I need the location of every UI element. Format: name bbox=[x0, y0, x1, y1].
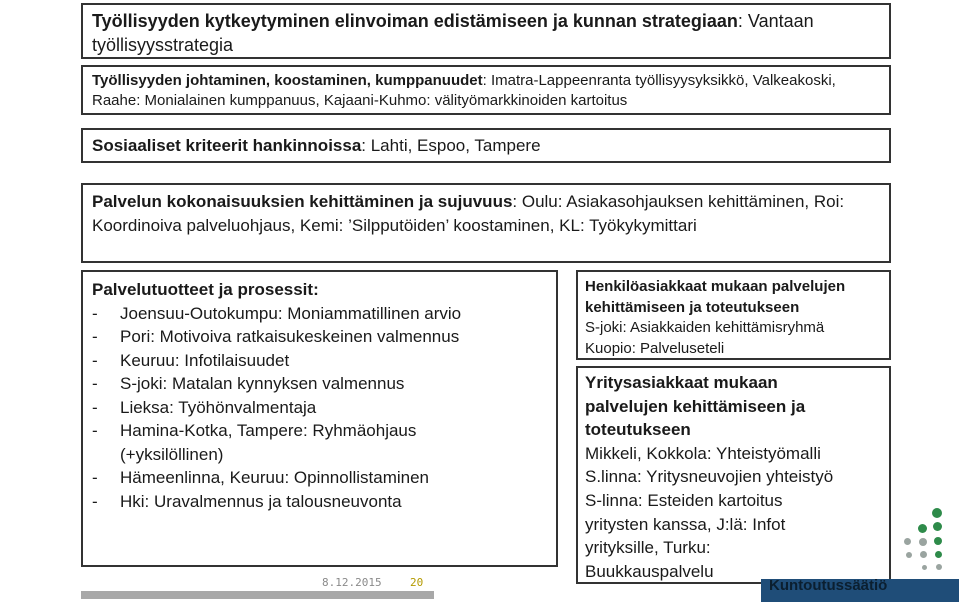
dot-icon bbox=[933, 522, 942, 531]
business-clients-heading-3: toteutukseen bbox=[585, 420, 691, 440]
dot-icon bbox=[922, 565, 927, 570]
dot-icon bbox=[919, 538, 927, 546]
service-development-text: : Oulu: Asiakasohjauksen kehittäminen, Roi: Koordinoiva palveluohjaus, Kemi: ’Silpputöiden’ koostaminen, KL: Työkykymittari bbox=[92, 192, 845, 235]
personal-clients-line: Kuopio: Palveluseteli bbox=[585, 339, 725, 357]
personal-clients-box bbox=[576, 270, 891, 360]
strategy-box bbox=[81, 3, 891, 59]
dot-icon bbox=[904, 538, 911, 545]
social-criteria-heading: Sosiaaliset kriteerit hankinnoissa bbox=[92, 136, 362, 155]
business-clients-line: Buukkauspalvelu bbox=[585, 561, 714, 581]
business-clients-line: S-linna: Esteiden kartoitus bbox=[585, 490, 783, 510]
dot-icon bbox=[936, 564, 942, 570]
service-development-box bbox=[81, 183, 891, 263]
list-item: - Hki: Uravalmennus ja talousneuvonta bbox=[92, 491, 402, 511]
logo-text: Kuntoutussäätiö bbox=[769, 579, 888, 594]
list-item: - Joensuu-Outokumpu: Moniammatillinen arvio bbox=[92, 303, 462, 323]
business-clients-line: S.linna: Yritysneuvojien yhteistyö bbox=[585, 467, 834, 487]
list-item: - Lieksa: Työhönvalmentaja bbox=[92, 397, 317, 417]
logo bbox=[761, 579, 959, 602]
dot-icon bbox=[934, 537, 942, 545]
business-clients-line: yritysten kanssa, J:lä: Infot bbox=[585, 514, 786, 534]
social-criteria-box bbox=[81, 128, 891, 163]
list-item: - Pori: Motivoiva ratkaisukeskeinen valmennus bbox=[92, 327, 460, 346]
list-item: - S-joki: Matalan kynnyksen valmennus bbox=[92, 374, 405, 393]
dot-icon bbox=[918, 524, 927, 533]
business-clients-box bbox=[576, 366, 891, 584]
list-item: - Hämeenlinna, Keuruu: Opinnollistaminen bbox=[92, 468, 430, 487]
dot-icon bbox=[920, 551, 927, 558]
leadership-text: : Imatra-Lappeenranta työllisyysyksikkö, Valkeakoski, Raahe: Monialainen kumppanuus, Kajaani-Kuhmo: välityömarkkinoiden kartoitus bbox=[92, 72, 836, 109]
business-clients-line: yrityksille, Turku: bbox=[585, 538, 711, 558]
leadership-heading: Työllisyyden johtaminen, koostaminen, kumppanuudet bbox=[92, 72, 483, 89]
dot-icon bbox=[906, 552, 912, 558]
service-products-heading: Palvelutuotteet ja prosessit: bbox=[92, 280, 319, 299]
service-products-box bbox=[81, 270, 558, 567]
dot-icon bbox=[935, 551, 942, 558]
list-item-continuation: (+yksilöllinen) bbox=[120, 444, 224, 464]
footer-date: 8.12.2015 bbox=[322, 576, 382, 589]
business-clients-heading-1: Yritysasiakkaat mukaan bbox=[585, 373, 778, 392]
page-number: 20 bbox=[410, 576, 424, 589]
service-development-heading: Palvelun kokonaisuuksien kehittäminen ja sujuvuus bbox=[92, 192, 513, 211]
personal-clients-line: S-joki: Asiakkaiden kehittämisryhmä bbox=[585, 319, 825, 336]
leadership-box bbox=[81, 65, 891, 115]
personal-clients-heading-1: Henkilöasiakkaat mukaan palvelujen bbox=[585, 278, 846, 295]
list-item: - Hamina-Kotka, Tampere: Ryhmäohjaus bbox=[92, 421, 417, 440]
list-item: - Keuruu: Infotilaisuudet bbox=[92, 350, 290, 370]
personal-clients-heading-2: kehittämiseen ja toteutukseen bbox=[585, 298, 800, 316]
social-criteria-text: : Lahti, Espoo, Tampere bbox=[361, 136, 541, 155]
strategy-text: : Vantaan työllisyysstrategia bbox=[92, 11, 814, 55]
strategy-heading: Työllisyyden kytkeytyminen elinvoiman edistämiseen ja kunnan strategiaan bbox=[92, 11, 738, 31]
footer-divider bbox=[81, 591, 434, 599]
dot-icon bbox=[932, 508, 942, 518]
business-clients-heading-2: palvelujen kehittämiseen ja bbox=[585, 396, 806, 416]
business-clients-line: Mikkeli, Kokkola: Yhteistyömalli bbox=[585, 443, 821, 463]
